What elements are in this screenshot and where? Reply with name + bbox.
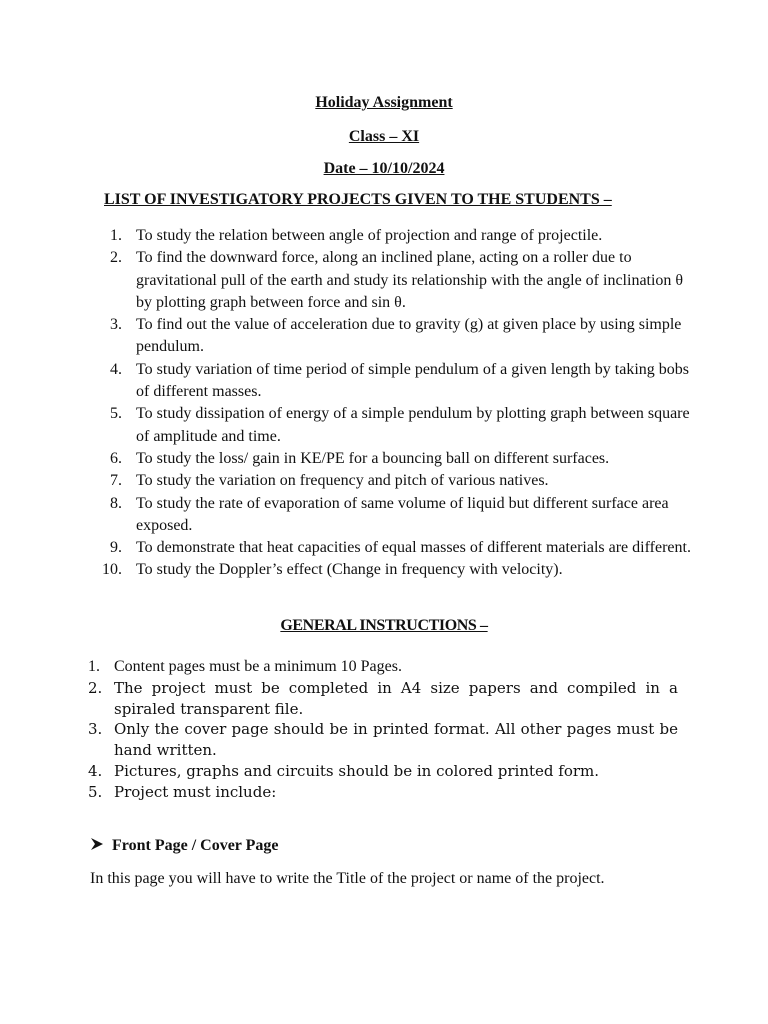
list-item: 4. Pictures, graphs and circuits should be in colored printed form.	[88, 761, 600, 780]
list-item: 3. Only the cover page should be in printed format. All other pages must be hand written.	[88, 720, 678, 760]
list-item: 1. To study the relation between angle of projection and range of projectile.	[110, 227, 603, 244]
list-item: 5. Project must include:	[88, 782, 277, 801]
front-page-heading: Front Page / Cover Page	[90, 837, 278, 855]
list-item: 1. Content pages must be a minimum 10 Pages.	[88, 658, 402, 675]
arrowhead-bullet-icon	[90, 837, 112, 855]
projects-list	[102, 225, 700, 582]
instructions-heading: GENERAL INSTRUCTIONS –	[280, 617, 488, 634]
list-item: 7. To study the variation on frequency and pitch of various natives.	[110, 472, 549, 490]
date-label: Date – 10/10/2024	[323, 160, 445, 177]
list-item: 3. To find out the value of acceleration due to gravity (g) at given place by using simple pendulum.	[110, 316, 682, 356]
list-item: 4. To study variation of time period of simple pendulum of a given length by taking bobs of different masses.	[110, 360, 690, 401]
list-item: 5. To study dissipation of energy of a simple pendulum by plotting graph between square of amplitude and time.	[110, 405, 690, 445]
projects-heading: LIST OF INVESTIGATORY PROJECTS GIVEN TO THE STUDENTS –	[104, 191, 612, 208]
instructions-list	[88, 657, 678, 803]
list-item: 10. To study the Doppler’s effect (Change in frequency with velocity).	[102, 561, 563, 579]
list-item: 8. To study the rate of evaporation of same volume of liquid but different surface area exposed.	[110, 494, 669, 534]
document-title: Holiday Assignment	[315, 94, 453, 111]
class-label: Class – XI	[348, 128, 420, 145]
list-item: 2. The project must be completed in A4 size papers and compiled in a spiraled transparent file.	[88, 678, 678, 718]
list-item: 6. To study the loss/ gain in KE/PE for a bouncing ball on different surfaces.	[110, 449, 610, 467]
list-item: 2. To find the downward force, along an inclined plane, acting on a roller due to gravitational pull of the earth and study its relationship with the angle of inclination θ by plotting graph between force and sin θ.	[110, 249, 684, 311]
list-item: 9. To demonstrate that heat capacities of equal masses of different materials are different.	[110, 539, 691, 557]
front-page-description: In this page you will have to write the Title of the project or name of the project.	[90, 870, 605, 887]
